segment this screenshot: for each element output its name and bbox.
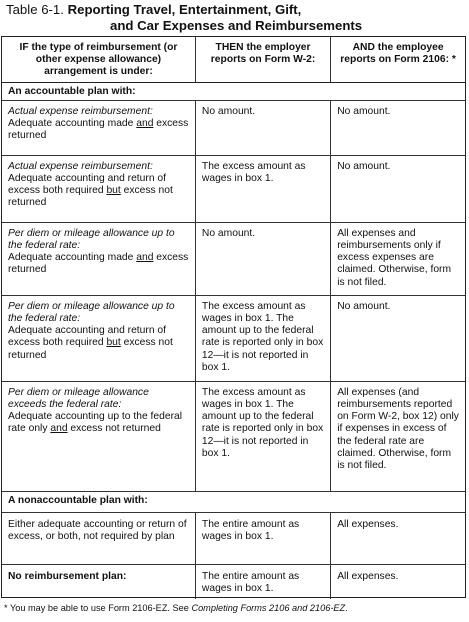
employee-cell: All expenses. [331, 513, 465, 565]
table-title-line2: and Car Expenses and Reimbursements [110, 18, 363, 33]
employee-cell: No amount. [331, 295, 465, 381]
header-arrangement: IF the type of reimbursement (or other expense allowance) arrangement is under: [2, 37, 195, 82]
employer-cell: The excess amount as wages in box 1. The amount up to the federal rate is reported only in box 12—it is not reported in box 1. [195, 295, 330, 381]
employer-cell: The excess amount as wages in box 1. [195, 155, 330, 222]
employee-cell: No amount. [331, 100, 465, 155]
table-number: Table 6-1. [6, 2, 64, 17]
header-employee: AND the employee reports on Form 2106: * [331, 37, 465, 82]
employee-cell: All expenses. [331, 565, 465, 599]
table-row: Per diem or mileage allowance exceeds the federal rate: Adequate accounting up to the federal rate only and excess not returned The excess amount as wages in box 1. The amount up to the federal rate is reported only in box 12—it is not reported in box 1. All expenses (and reimbursements reported on Form W-2, box 12) only if expenses in excess of the federal rate are claimed. Otherwise, form is not filed. [2, 381, 465, 491]
reimbursement-table [1, 36, 466, 598]
employer-cell: No amount. [195, 100, 330, 155]
header-row [2, 37, 465, 82]
footnote: * You may be able to use Form 2106-EZ. See Completing Forms 2106 and 2106-EZ. [4, 603, 348, 613]
table-row: Actual expense reimbursement: Adequate accounting made and excess returned No amount. No amount. [2, 100, 465, 155]
table-row: Either adequate accounting or return of excess, or both, not required by plan The entire amount as wages in box 1. All expenses. [2, 513, 465, 565]
header-employer: THEN the employer reports on Form W-2: [195, 37, 330, 82]
employer-cell: The entire amount as wages in box 1. [195, 513, 330, 565]
employer-cell: The excess amount as wages in box 1. The amount up to the federal rate is reported only in box 12—it is not reported in box 1. [195, 381, 330, 491]
table-title [6, 2, 466, 34]
table-title-line1: Reporting Travel, Entertainment, Gift, [67, 2, 302, 17]
table-row: No reimbursement plan: The entire amount as wages in box 1. All expenses. [2, 565, 465, 599]
employee-cell: No amount. [331, 155, 465, 222]
table-row: Per diem or mileage allowance up to the federal rate: Adequate accounting made and excess returned No amount. All expenses and reimbursements only if excess expenses are claimed. Otherwise, form is not filed. [2, 222, 465, 295]
employee-cell: All expenses (and reimbursements reported on Form W-2, box 12) only if expenses in excess of the federal rate are claimed. Otherwise, form is not filed. [331, 381, 465, 491]
table-row: Actual expense reimbursement: Adequate accounting and return of excess both required but excess not returned The excess amount as wages in box 1. No amount. [2, 155, 465, 222]
table-row: Per diem or mileage allowance up to the federal rate: Adequate accounting and return of excess both required but excess not returned The excess amount as wages in box 1. The amount up to the federal rate is reported only in box 12—it is not reported in box 1. No amount. [2, 295, 465, 381]
employer-cell: No amount. [195, 222, 330, 295]
section-accountable: An accountable plan with: [2, 82, 465, 100]
employee-cell: All expenses and reimbursements only if excess expenses are claimed. Otherwise, form is not filed. [331, 222, 465, 295]
employer-cell: The entire amount as wages in box 1. [195, 565, 330, 599]
section-nonaccountable: A nonaccountable plan with: [2, 491, 465, 512]
